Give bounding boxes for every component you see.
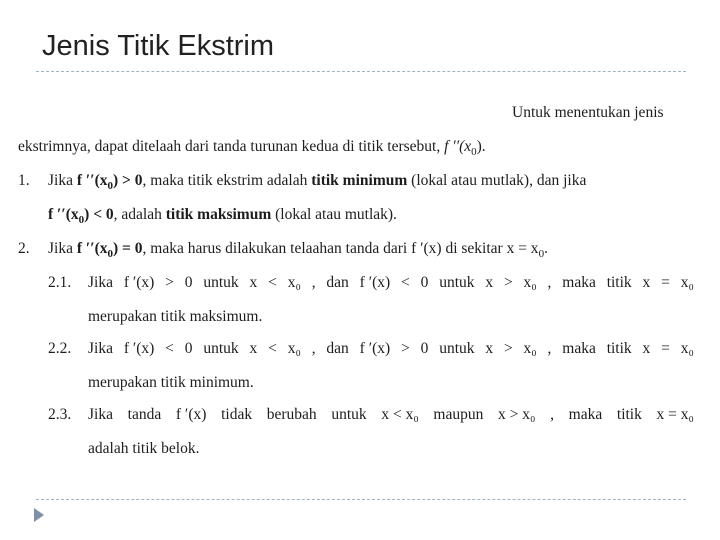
symbol: > [503,340,513,357]
variable: x₀ [287,274,301,291]
variable: x [642,340,651,357]
expr: x > x₀ [498,406,536,423]
item-2-text-end: . [544,240,548,257]
word: maka [562,340,596,357]
expr: f ′(x) [359,274,391,291]
intro-expr: f ′′(x [444,138,472,155]
sub-2-2-continuation: merupakan titik minimum. [88,374,254,391]
variable: x [249,340,258,357]
variable: x [642,274,651,291]
item-1-text-2: , adalah [113,206,166,223]
word: titik [606,340,632,357]
intro-line-2 [18,138,486,158]
word: berubah [266,406,317,423]
item-1-sub: 0 [107,180,114,193]
sub-2-3-line [88,406,694,424]
slide-nav-arrow-icon [34,508,44,522]
comma: , [311,274,316,291]
item-1-text: , maka titik ekstrim adalah [142,172,312,189]
item-1-jika: Jika [48,172,77,189]
word: titik [606,274,632,291]
item-2-jika: Jika [48,240,77,257]
item-2-sub: 0 [107,248,114,261]
variable: x [485,340,494,357]
item-1-expr: f ′′(x [76,172,108,189]
expr: f ′(x) [175,406,207,423]
expr: f ′(x) [123,340,155,357]
intro-end: ). [476,138,486,155]
item-1-text-end: (lokal atau mutlak), dan jika [407,172,587,189]
variable: x₀ [523,274,537,291]
intro-sub: 0 [471,146,477,159]
item-1-expr-2-end: ) < 0 [84,206,114,223]
intro-text: ekstrimnya, dapat ditelaah dari tanda turunan kedua di titik tersebut, [18,138,445,155]
item-1-number: 1. [18,172,30,189]
item-1-line-1 [48,172,586,192]
variable: x₀ [523,340,537,357]
item-2-expr-end: ) = 0 [113,240,143,257]
comma: , [311,340,316,357]
sub-2-2-number: 2.2. [48,340,72,357]
symbol: < [401,274,410,291]
expr: x = x₀ [656,406,694,423]
word: untuk [439,274,475,291]
symbol: = [661,340,670,357]
sub-2-1-continuation: merupakan titik maksimum. [88,308,263,325]
comma: , [550,406,554,423]
variable: x₀ [287,340,301,357]
variable: x [485,274,494,291]
item-1-expr-end: ) > 0 [113,172,143,189]
symbol: = [661,274,670,291]
item-2-text: , maka harus dilakukan telaahan tanda dari f ′(x) di sekitar x = x [142,240,539,257]
item-1-bold-2: titik maksimum [165,206,272,223]
symbol: > [503,274,513,291]
title-divider [36,71,686,72]
word: Jika [88,274,113,291]
variable: x₀ [680,274,694,291]
word: Jika [88,406,113,423]
word: maka [562,274,596,291]
slide-title: Jenis Titik Ekstrim [42,30,275,62]
expr: x < x₀ [381,406,419,423]
item-2-number: 2. [18,240,30,257]
word: untuk [331,406,367,423]
comma: , [547,340,552,357]
footer-divider [36,499,686,500]
comma: , [547,274,552,291]
symbol: > [165,274,174,291]
expr: f ′(x) [123,274,155,291]
sub-2-3-number: 2.3. [48,406,72,423]
word: untuk [439,340,475,357]
value: 0 [184,274,193,291]
word: Jika [88,340,113,357]
word: maka [568,406,603,423]
item-1-line-2 [48,206,397,226]
intro-line-1: Untuk menentukan jenis [512,104,664,121]
item-1-bold: titik minimum [311,172,408,189]
sub-2-1-number: 2.1. [48,274,72,291]
item-2-expr: f ′′(x [76,240,108,257]
symbol: < [165,340,174,357]
value: 0 [420,340,429,357]
sub-2-3-continuation: adalah titik belok. [88,440,200,457]
item-1-text-2-end: (lokal atau mutlak). [271,206,397,223]
word: untuk [203,340,239,357]
word: maupun [433,406,484,423]
word: tanda [127,406,162,423]
value: 0 [420,274,429,291]
item-2-text-sub: 0 [538,248,545,261]
variable: x [249,274,258,291]
symbol: < [268,274,277,291]
sub-2-2-line [88,340,694,358]
word: titik [616,406,642,423]
symbol: > [401,340,410,357]
word: dan [326,340,349,357]
value: 0 [184,340,193,357]
symbol: < [268,340,277,357]
word: untuk [203,274,239,291]
variable: x₀ [680,340,694,357]
item-2-line [48,240,548,260]
word: dan [326,274,349,291]
word: tidak [221,406,253,423]
expr: f ′(x) [359,340,391,357]
item-1-expr-2: f ′′(x [48,206,79,223]
item-1-sub-2: 0 [78,214,85,227]
sub-2-1-line [88,274,694,292]
